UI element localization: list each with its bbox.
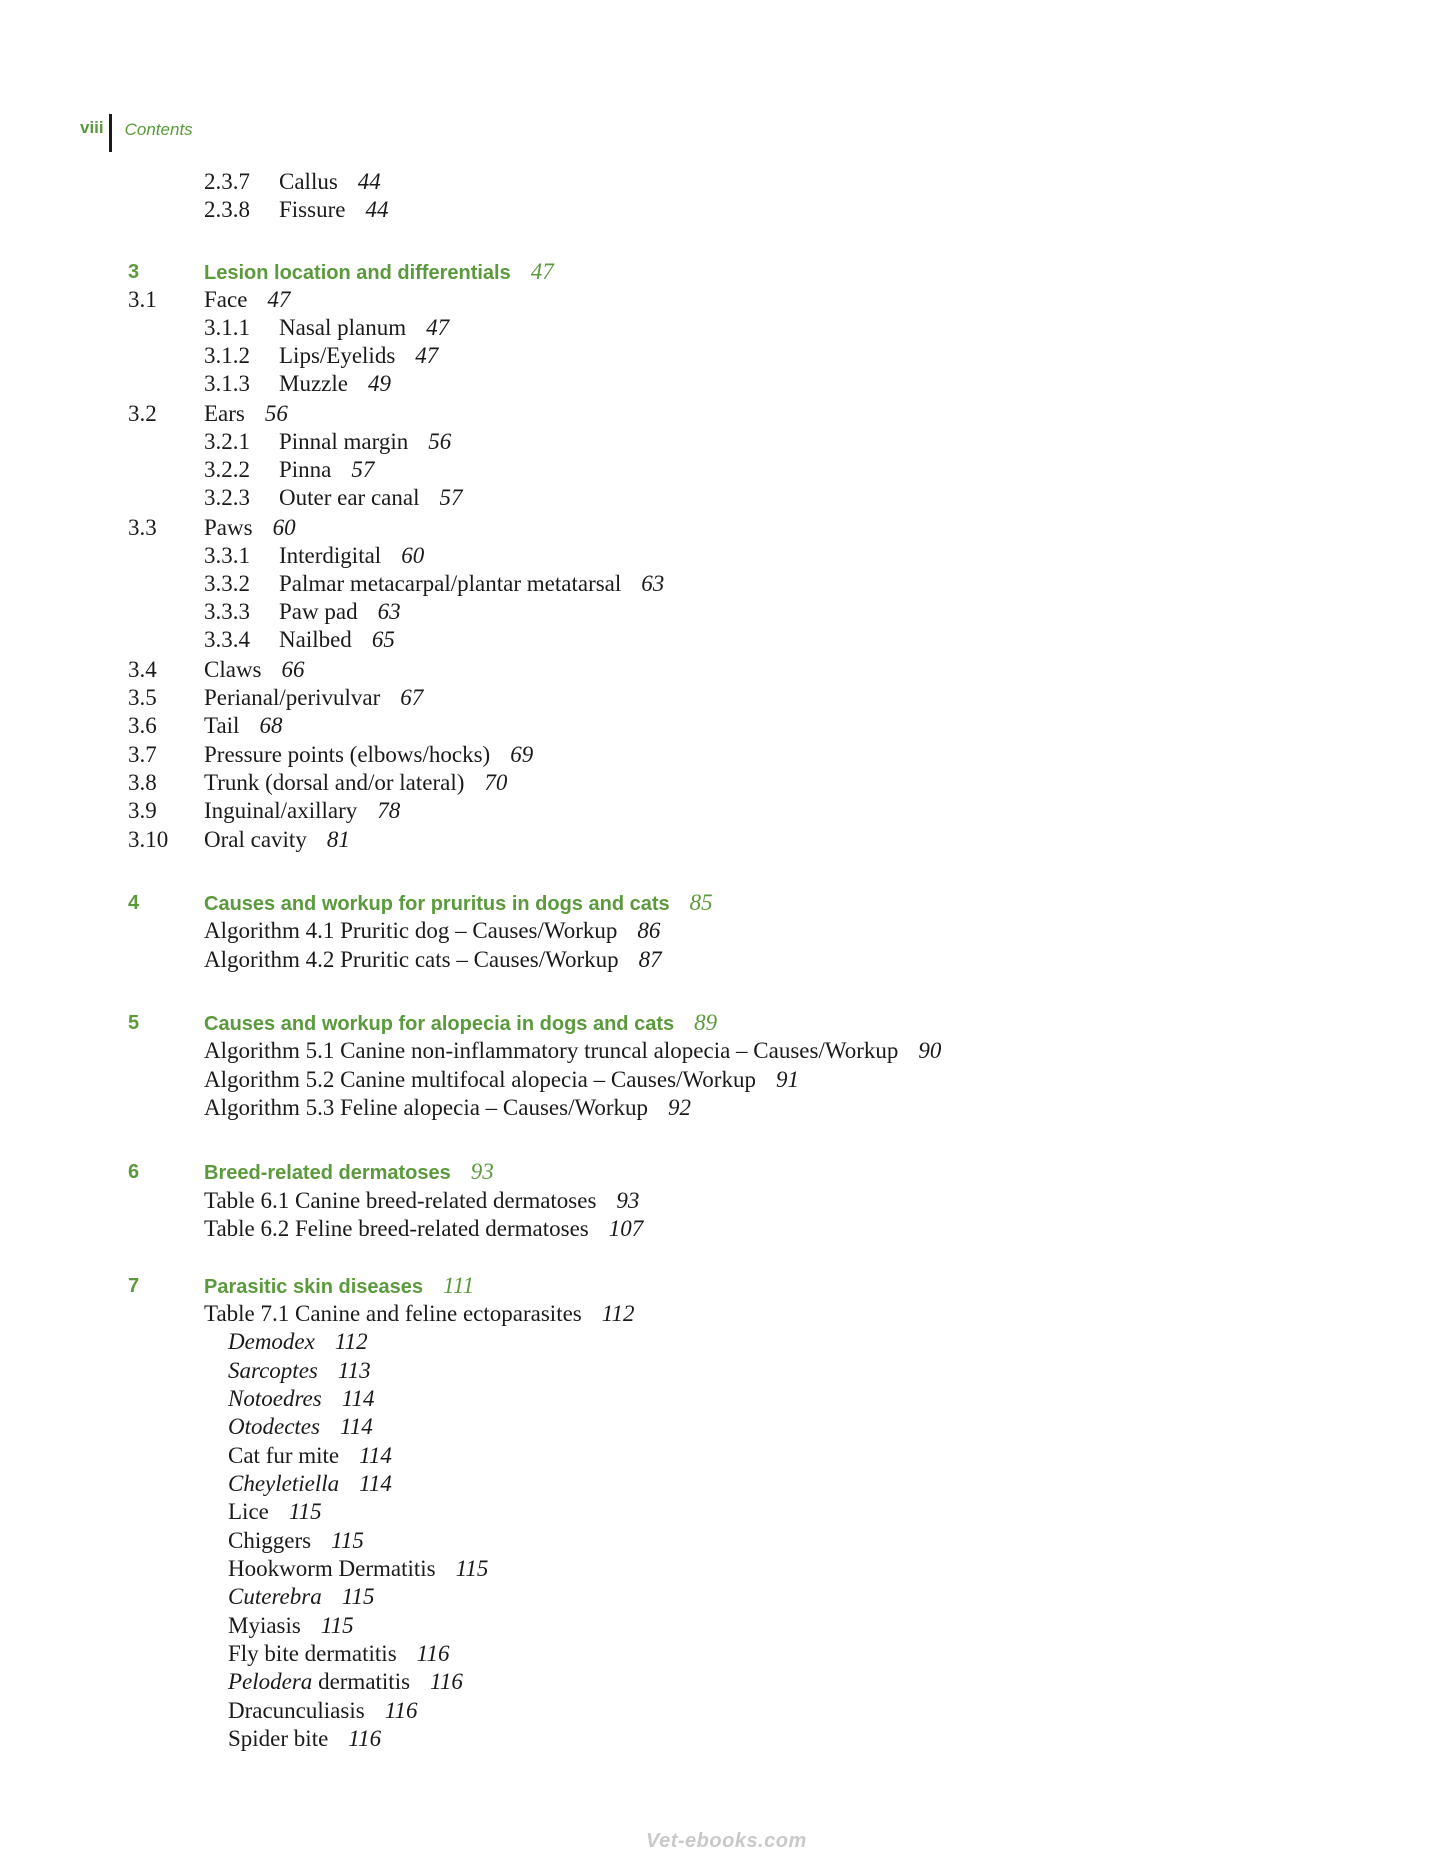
entry-number: 3.3.3 <box>204 599 250 624</box>
toc-subentry <box>228 1668 463 1696</box>
chapter-heading <box>128 1009 718 1037</box>
entry-title-suffix: dermatitis <box>312 1669 411 1694</box>
chapter-title: Breed-related dermatoses <box>204 1162 451 1184</box>
entry-number: 3.3.2 <box>204 571 250 596</box>
toc-entry <box>204 1066 799 1094</box>
toc-entry <box>204 456 375 484</box>
entry-title: Lice <box>228 1499 269 1524</box>
entry-page: 115 <box>331 1528 364 1553</box>
entry-number: 3.1.3 <box>204 371 250 396</box>
toc-subentry <box>228 1583 375 1611</box>
entry-title: Algorithm 5.2 Canine multifocal alopecia – Causes/Workup <box>204 1067 756 1092</box>
entry-page: 63 <box>377 599 401 624</box>
toc-entry <box>128 712 283 740</box>
chapter-title: Causes and workup for pruritus in dogs and cats <box>204 893 670 915</box>
entry-title: Outer ear canal <box>279 485 420 510</box>
toc-entry <box>204 370 391 398</box>
entry-page: 115 <box>320 1613 354 1638</box>
toc-subentry <box>228 1697 417 1725</box>
entry-page: 65 <box>371 627 395 652</box>
entry-page: 114 <box>339 1414 373 1439</box>
toc-entry <box>128 400 288 428</box>
entry-number: 3.5 <box>128 685 157 710</box>
entry-title: Nasal planum <box>279 315 407 340</box>
entry-title: Cheyletiella <box>228 1471 340 1496</box>
toc-subentry <box>228 1527 364 1555</box>
toc-entry <box>204 168 381 196</box>
entry-title: Oral cavity <box>204 827 307 852</box>
entry-title: Sarcoptes <box>228 1358 318 1383</box>
chapter-number: 5 <box>128 1012 140 1034</box>
entry-page: 66 <box>281 657 305 682</box>
entry-page: 67 <box>400 685 424 710</box>
entry-title: Cat fur mite <box>228 1443 340 1468</box>
entry-page: 113 <box>337 1358 371 1383</box>
toc-entry <box>204 1300 635 1328</box>
entry-title: Otodectes <box>228 1414 320 1439</box>
entry-page: 47 <box>426 315 450 340</box>
entry-page: 116 <box>348 1726 382 1751</box>
entry-page: 60 <box>401 543 425 568</box>
entry-page: 112 <box>334 1329 368 1354</box>
watermark-logo: Vet-ebooks.com <box>646 1830 807 1852</box>
toc-entry <box>204 917 660 945</box>
entry-page: 47 <box>415 343 439 368</box>
toc-entry <box>204 342 439 370</box>
entry-page: 92 <box>668 1095 692 1120</box>
toc-subentry <box>228 1357 371 1385</box>
entry-page: 69 <box>510 742 534 767</box>
entry-page: 107 <box>608 1216 644 1241</box>
entry-title: Tail <box>204 713 240 738</box>
entry-title: Nailbed <box>279 627 352 652</box>
entry-title: Chiggers <box>228 1528 312 1553</box>
entry-title: Trunk (dorsal and/or lateral) <box>204 770 465 795</box>
running-head-title: Contents <box>124 120 193 139</box>
entry-title: Lips/Eyelids <box>279 343 396 368</box>
chapter-heading <box>128 1158 494 1186</box>
chapter-number: 6 <box>128 1161 140 1183</box>
entry-title: Algorithm 4.2 Pruritic cats – Causes/Workup <box>204 947 619 972</box>
entry-number: 3.3.1 <box>204 543 250 568</box>
toc-entry <box>204 428 452 456</box>
entry-title: Algorithm 4.1 Pruritic dog – Causes/Workup <box>204 918 618 943</box>
toc-entry <box>204 570 665 598</box>
entry-number: 3.4 <box>128 657 157 682</box>
chapter-page: 89 <box>694 1010 718 1035</box>
toc-subentry <box>228 1470 392 1498</box>
entry-title: Table 7.1 Canine and feline ectoparasites <box>204 1301 582 1326</box>
entry-title: Pinna <box>279 457 332 482</box>
entry-page: 115 <box>288 1499 322 1524</box>
entry-number: 3.10 <box>128 827 169 852</box>
entry-title: Pelodera <box>228 1669 313 1694</box>
toc-entry <box>128 684 424 712</box>
toc-entry <box>128 514 296 542</box>
entry-page: 116 <box>384 1698 418 1723</box>
toc-entry <box>128 769 508 797</box>
toc-subentry <box>228 1725 381 1753</box>
entry-title: Notoedres <box>228 1386 322 1411</box>
entry-title: Pinnal margin <box>279 429 409 454</box>
toc-entry <box>204 196 389 224</box>
chapter-page: 93 <box>470 1159 494 1184</box>
entry-number: 3.8 <box>128 770 157 795</box>
toc-entry <box>128 797 401 825</box>
entry-page: 57 <box>351 457 375 482</box>
entry-number: 3.2.2 <box>204 457 250 482</box>
entry-page: 49 <box>367 371 391 396</box>
entry-number: 3.1.2 <box>204 343 250 368</box>
entry-title: Paws <box>204 515 253 540</box>
toc-entry <box>204 542 425 570</box>
toc-entry <box>128 826 350 854</box>
entry-title: Hookworm Dermatitis <box>228 1556 436 1581</box>
chapter-heading <box>128 1272 475 1300</box>
entry-title: Myiasis <box>228 1613 301 1638</box>
entry-page: 114 <box>359 1443 392 1468</box>
toc-entry <box>204 946 662 974</box>
entry-title: Table 6.1 Canine breed-related dermatoses <box>204 1188 597 1213</box>
toc-subentry <box>228 1612 354 1640</box>
entry-number: 2.3.8 <box>204 197 250 222</box>
toc-entry <box>204 1215 643 1243</box>
entry-page: 81 <box>326 827 350 852</box>
entry-page: 114 <box>359 1471 392 1496</box>
entry-title: Perianal/perivulvar <box>204 685 381 710</box>
entry-number: 3.3.4 <box>204 627 250 652</box>
page-folio: viii <box>80 118 104 137</box>
entry-title: Palmar metacarpal/plantar metatarsal <box>279 571 622 596</box>
entry-page: 86 <box>637 918 661 943</box>
toc-entry <box>204 1187 639 1215</box>
entry-page: 78 <box>377 798 401 823</box>
entry-number: 3.9 <box>128 798 157 823</box>
chapter-page: 111 <box>443 1273 475 1298</box>
toc-entry <box>204 484 463 512</box>
entry-number: 3.6 <box>128 713 157 738</box>
entry-title: Fly bite dermatitis <box>228 1641 397 1666</box>
entry-page: 44 <box>365 197 389 222</box>
toc-entry <box>204 626 395 654</box>
entry-title: Claws <box>204 657 262 682</box>
chapter-title: Parasitic skin diseases <box>204 1276 424 1298</box>
entry-title: Interdigital <box>279 543 382 568</box>
entry-number: 2.3.7 <box>204 169 250 194</box>
toc-entry <box>128 741 534 769</box>
entry-title: Algorithm 5.1 Canine non-inflammatory truncal alopecia – Causes/Workup <box>204 1038 899 1063</box>
chapter-title: Lesion location and differentials <box>204 262 511 284</box>
entry-title: Demodex <box>228 1329 315 1354</box>
entry-page: 115 <box>455 1556 489 1581</box>
entry-title: Ears <box>204 401 245 426</box>
entry-title: Algorithm 5.3 Feline alopecia – Causes/Workup <box>204 1095 649 1120</box>
toc-subentry <box>228 1413 373 1441</box>
toc-entry <box>204 598 401 626</box>
entry-page: 56 <box>428 429 452 454</box>
entry-title: Cuterebra <box>228 1584 322 1609</box>
entry-title: Fissure <box>279 197 346 222</box>
entry-number: 3.7 <box>128 742 157 767</box>
chapter-number: 7 <box>128 1275 140 1297</box>
entry-page: 114 <box>341 1386 375 1411</box>
entry-page: 63 <box>641 571 665 596</box>
toc-subentry <box>228 1640 449 1668</box>
entry-page: 116 <box>430 1669 463 1694</box>
chapter-number: 3 <box>128 261 140 283</box>
entry-number: 3.1 <box>128 287 157 312</box>
entry-title: Face <box>204 287 248 312</box>
entry-number: 3.1.1 <box>204 315 250 340</box>
entry-page: 116 <box>416 1641 450 1666</box>
entry-number: 3.2.1 <box>204 429 250 454</box>
toc-subentry <box>228 1442 392 1470</box>
entry-page: 68 <box>259 713 283 738</box>
entry-title: Paw pad <box>279 599 358 624</box>
entry-title: Muzzle <box>279 371 348 396</box>
entry-title: Inguinal/axillary <box>204 798 358 823</box>
toc-subentry <box>228 1328 368 1356</box>
entry-page: 87 <box>638 947 662 972</box>
entry-page: 112 <box>601 1301 635 1326</box>
chapter-page: 85 <box>689 890 713 915</box>
chapter-number: 4 <box>128 892 140 914</box>
entry-number: 3.2.3 <box>204 485 250 510</box>
chapter-heading <box>128 258 554 286</box>
toc-subentry <box>228 1498 322 1526</box>
entry-page: 91 <box>775 1067 799 1092</box>
toc-entry <box>204 1094 691 1122</box>
header-rule <box>109 114 112 152</box>
entry-title: Callus <box>279 169 338 194</box>
chapter-title: Causes and workup for alopecia in dogs and cats <box>204 1013 675 1035</box>
toc-entry <box>128 656 305 684</box>
toc-entry <box>204 314 450 342</box>
entry-title: Table 6.2 Feline breed-related dermatoses <box>204 1216 589 1241</box>
toc-subentry <box>228 1555 488 1583</box>
chapter-heading <box>128 889 713 917</box>
entry-number: 3.3 <box>128 515 157 540</box>
entry-page: 47 <box>267 287 291 312</box>
entry-title: Spider bite <box>228 1726 329 1751</box>
entry-page: 115 <box>341 1584 375 1609</box>
running-head <box>80 114 193 154</box>
entry-page: 70 <box>484 770 508 795</box>
entry-page: 93 <box>616 1188 640 1213</box>
entry-title: Pressure points (elbows/hocks) <box>204 742 491 767</box>
toc-subentry <box>228 1385 375 1413</box>
entry-page: 57 <box>439 485 463 510</box>
chapter-page: 47 <box>530 259 554 284</box>
toc-entry <box>204 1037 941 1065</box>
entry-number: 3.2 <box>128 401 157 426</box>
toc-entry <box>128 286 291 314</box>
entry-page: 60 <box>272 515 296 540</box>
entry-page: 44 <box>357 169 381 194</box>
entry-page: 56 <box>264 401 288 426</box>
entry-page: 90 <box>918 1038 942 1063</box>
entry-title: Dracunculiasis <box>228 1698 365 1723</box>
